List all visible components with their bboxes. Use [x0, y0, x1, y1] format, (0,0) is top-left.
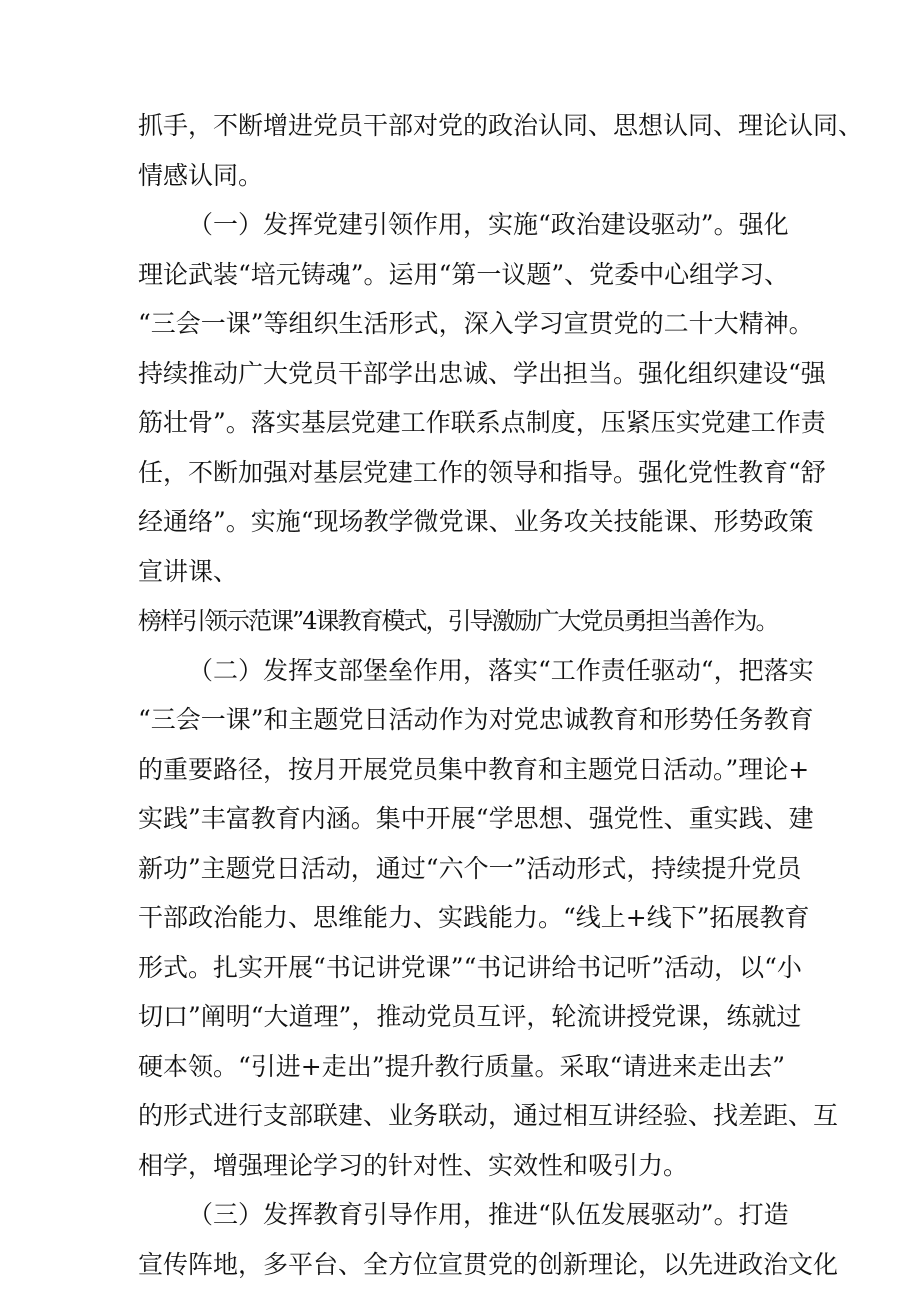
- text-line: 榜样引领示范课”4课教育模式，引导激励广大党员勇担当善作为。: [138, 607, 778, 635]
- paragraph-heading-1: （一）发挥党建引领作用，实施“政治建设驱动”。强化: [188, 210, 789, 239]
- text-line: 持续推动广大党员干部学出忠诚、学出担当。强化组织建设“强: [138, 359, 826, 388]
- text-line: 新功”主题党日活动，通过“六个一”活动形式，持续提升党员: [138, 854, 802, 883]
- text-line: 宣讲课、: [138, 557, 239, 586]
- text-line: 筋壮骨”。落实基层党建工作联系点制度，压紧压实党建工作责: [138, 408, 826, 437]
- text-line: 的重要路径，按月开展党员集中教育和主题党日活动。”理论+: [138, 755, 810, 784]
- text-line: 理论武装“培元铸魂”。运用“第一议题”、党委中心组学习、: [138, 260, 790, 289]
- text-line: 抓手，不断增进党员干部对党的政治认同、思想认同、理论认同、: [138, 111, 864, 140]
- paragraph-heading-2: （二）发挥支部堡垒作用，落实“工作责任驱动“，把落实: [188, 656, 814, 685]
- text-line: 相学，增强理论学习的针对性、实效性和吸引力。: [138, 1151, 689, 1180]
- text-line: “三会一课”等组织生活形式，深入学习宣贯党的二十大精神。: [138, 309, 814, 338]
- text-line: 宣传阵地，多平台、全方位宣贯党的创新理论，以先进政治文化: [138, 1250, 839, 1279]
- text-line: 切口”阐明“大道理”，推动党员互评，轮流讲授党课，练就过: [138, 1002, 802, 1031]
- text-line: 的形式进行支部联建、业务联动，通过相互讲经验、找差距、互: [138, 1101, 839, 1130]
- text-line: 实践”丰富教育内涵。集中开展“学思想、强党性、重实践、建: [138, 804, 814, 833]
- text-line: 形式。扎实开展“书记讲党课”“书记讲给书记听”活动，以“小: [138, 953, 802, 982]
- text-line: 任，不断加强对基层党建工作的领导和指导。强化党性教育“舒: [138, 458, 826, 487]
- text-line: 情感认同。: [138, 161, 264, 190]
- text-line: 经通络”。实施“现场教学微党课、业务攻关技能课、形势政策: [138, 507, 814, 536]
- paragraph-heading-3: （三）发挥教育引导作用，推进“队伍发展驱动”。打造: [188, 1200, 789, 1229]
- text-line: 干部政治能力、思维能力、实践能力。“线上+线下”拓展教育: [138, 903, 810, 932]
- text-line: “三会一课”和主题党日活动作为对党忠诚教育和形势任务教育: [138, 705, 814, 734]
- text-line: 硬本领。“引进+走出”提升教行质量。采取“请进来走出去”: [138, 1052, 786, 1081]
